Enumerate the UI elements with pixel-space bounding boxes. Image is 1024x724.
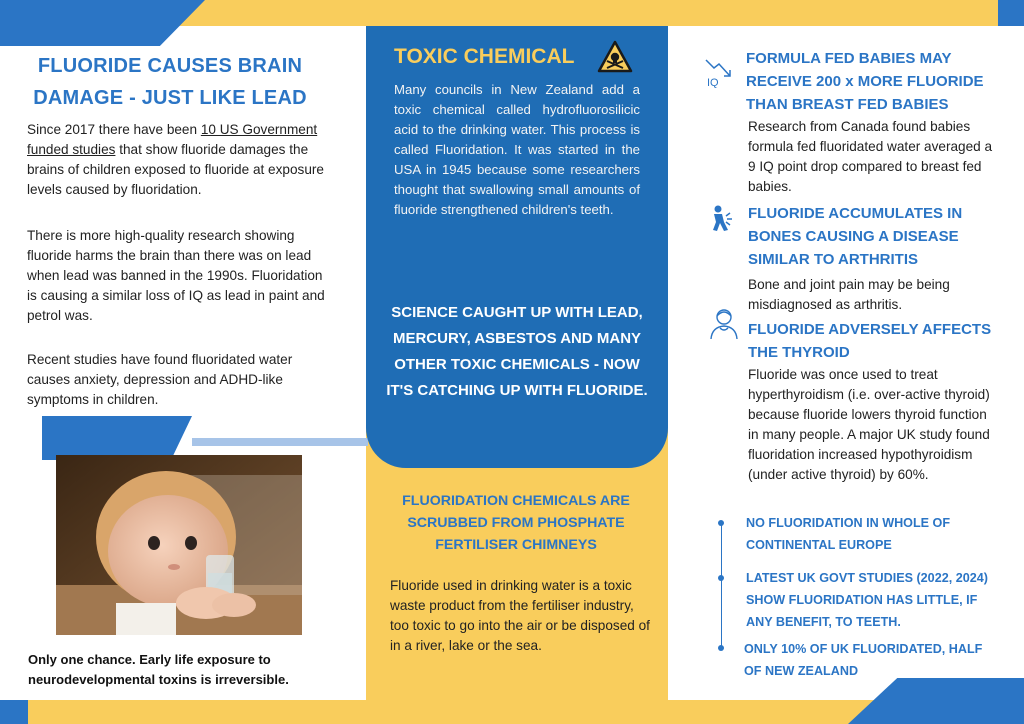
- toxic-chemical-body: Many councils in New Zealand add a toxic chemical called hydrofluorosilicic acid to the drinking water. This process is called Fluoridation. It was started in the USA in 1945 because some researchers thought that swallowing small amounts of fluoride strengthened children's teeth.: [394, 82, 640, 217]
- timeline-dot: [718, 575, 724, 581]
- timeline-item-uk-studies: LATEST UK GOVT STUDIES (2022, 2024) SHOW FLUORIDATION HAS LITTLE, IF ANY BENEFIT, TO TEETH.: [746, 571, 988, 629]
- left-paragraph-1-end: that show fluoride damages the brains of children exposed to fluoride at exposure levels caused by fluoridation.: [27, 142, 324, 197]
- joint-pain-icon: [706, 204, 736, 234]
- bottom-left-blue-square: [0, 700, 28, 724]
- iq-decline-icon: [704, 56, 738, 88]
- thyroid-person-icon: [708, 306, 740, 340]
- timeline-item-uk-nz: ONLY 10% OF UK FLUORIDATED, HALF OF NEW ZEALAND: [744, 642, 983, 678]
- bottom-right-blue-shape: [848, 678, 1024, 724]
- iq-icon-label: IQ: [707, 77, 719, 88]
- top-right-blue-square: [998, 0, 1024, 26]
- light-blue-divider: [192, 438, 368, 446]
- blue-accent-block: [42, 416, 192, 460]
- science-emphasis-text: SCIENCE CAUGHT UP WITH LEAD, MERCURY, ASBESTOS AND MANY OTHER TOXIC CHEMICALS - NOW IT'S CATCHING UP WITH FLUORIDE.: [386, 304, 648, 399]
- timeline-item-europe: NO FLUORIDATION IN WHOLE OF CONTINENTAL EUROPE: [746, 516, 951, 552]
- top-left-blue-shape: [0, 0, 205, 46]
- left-heading: FLUORIDE CAUSES BRAIN DAMAGE - JUST LIKE LEAD: [33, 55, 307, 109]
- studies-link[interactable]: 10 US Government funded studies: [27, 122, 318, 157]
- child-drinking-water-photo: [56, 455, 302, 635]
- timeline-dot: [718, 645, 724, 651]
- bones-heading: FLUORIDE ACCUMULATES IN BONES CAUSING A DISEASE SIMILAR TO ARTHRITIS: [748, 205, 963, 268]
- photo-illustration: [56, 455, 302, 635]
- thyroid-body: Fluoride was once used to treat hyperthyroidism (i.e. over-active thyroid) because fluoride lowers thyroid function in many people. A major UK study found fluoridation increased hypothyroidism (under active thyroid) by 60%.: [748, 367, 990, 482]
- left-paragraph-2: There is more high-quality research showing fluoride harms the brain than there was on lead when lead was banned in the 1990s. Fluoridation is causing a similar loss of IQ as lead in paint and petrol was.: [27, 228, 325, 323]
- left-paragraph-1-start: Since 2017 there have been: [27, 122, 201, 137]
- bones-body: Bone and joint pain may be being misdiagnosed as arthritis.: [748, 277, 950, 312]
- left-paragraph-1: [27, 120, 327, 200]
- left-paragraph-3: Recent studies have found fluoridated water causes anxiety, depression and ADHD-like symptoms in children.: [27, 352, 293, 407]
- thyroid-heading: FLUORIDE ADVERSELY AFFECTS THE THYROID: [748, 321, 992, 361]
- formula-babies-heading: FORMULA FED BABIES MAY RECEIVE 200 x MORE FLUORIDE THAN BREAST FED BABIES: [746, 50, 984, 113]
- chimneys-body: Fluoride used in drinking water is a toxic waste product from the fertiliser industry, too toxic to go into the air or be disposed of in a river, lake or the sea.: [390, 578, 650, 653]
- chimneys-heading: FLUORIDATION CHEMICALS ARE SCRUBBED FROM PHOSPHATE FERTILISER CHIMNEYS: [402, 493, 630, 553]
- formula-babies-body: Research from Canada found babies formula fed fluoridated water averaged a 9 IQ point drop compared to breast fed babies.: [748, 119, 993, 194]
- timeline-dot: [718, 520, 724, 526]
- photo-caption: Only one chance. Early life exposure to neurodevelopmental toxins is irreversible.: [28, 652, 289, 687]
- timeline-line: [721, 522, 722, 650]
- toxic-chemical-title: TOXIC CHEMICAL: [394, 45, 575, 68]
- toxic-hazard-icon: [597, 40, 633, 74]
